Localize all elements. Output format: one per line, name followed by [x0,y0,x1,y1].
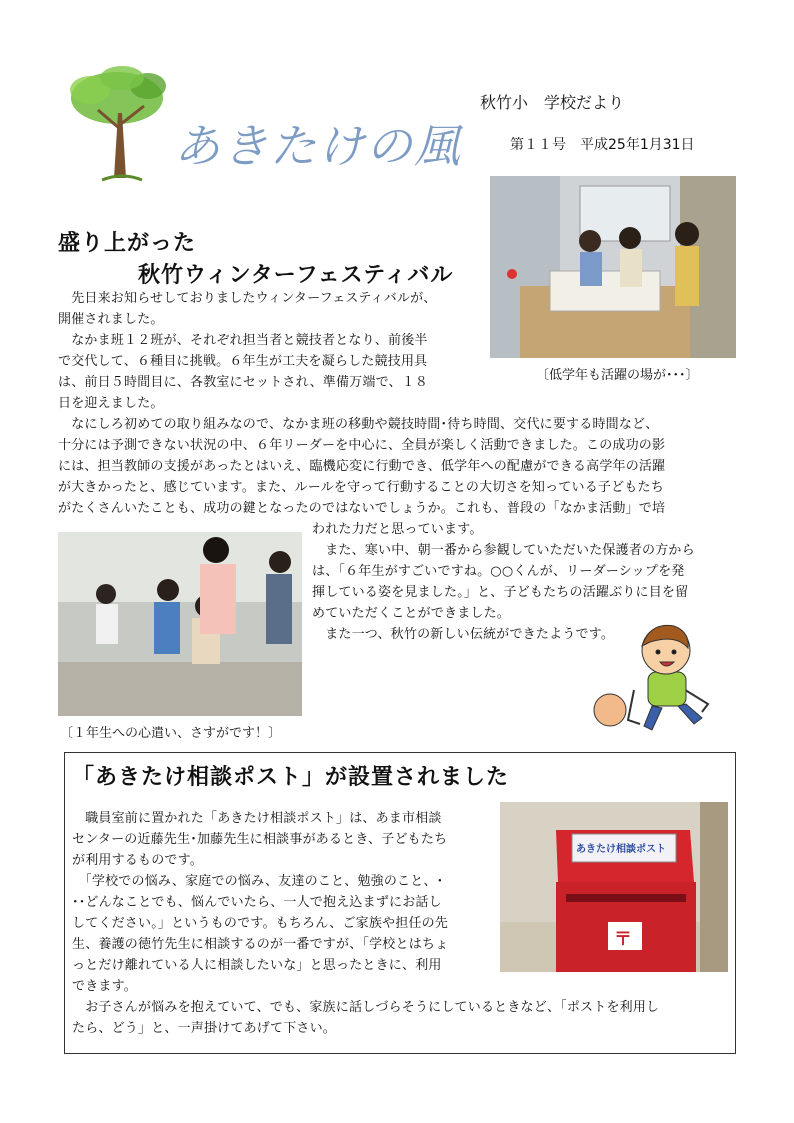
article1-para3-line6: われた力だと思っています。 [312,522,483,537]
running-boy-illustration [590,620,730,740]
article2-title: 「あきたけ相談ポスト」が設置されました [72,765,510,790]
masthead-logo [62,58,462,190]
article2-line4: 「学校での悩み、家庭での悩み、友達のこと、勉強のこと、･ [72,874,444,889]
article1-para5-line1: また一つ、秋竹の新しい伝統ができたようです。 [312,627,615,642]
article1-para4-line2: は、「６年生がすごいですね。○○くんが、リーダーシップを発 [312,564,685,579]
issue-info: 第１１号 平成25年1月31日 [510,137,695,153]
photo-festival-caption: 〔低学年も活躍の場が･･･〕 [536,368,699,383]
article2-line3: が利用するものです。 [72,853,203,868]
article1-para4-line4: めていただくことができました。 [312,606,511,621]
photo-consultation-post [500,802,728,972]
article2-line7: 生、養護の徳竹先生に相談するのが一番ですが、「学校とはちょ [72,937,449,952]
article2-line6: してください。」というものです。もちろん、ご家族や担任の先 [72,916,449,931]
article1-title-line2: 秋竹ウィンターフェスティバル [138,263,454,288]
article1-para2-line4: 日を迎えました。 [58,396,164,411]
article1-para4-line3: 揮している姿を見ました。」と、子どもたちの活躍ぶりに目を留 [312,585,689,600]
article2-line1: 職員室前に置かれた「あきたけ相談ポスト」は、あま市相談 [72,811,442,826]
article1-para2-line1: なかま班１２班が、それぞれ担当者と競技者となり、前後半 [58,333,428,348]
article2-line2: センターの近藤先生･加藤先生に相談事があるとき、子どもたち [72,832,448,847]
article1-para3-line1: なにしろ初めての取り組みなので、なかま班の移動や競技時間･待ち時間、交代に要する時間など、 [58,417,659,432]
school-name: 秋竹小 学校だより [480,93,625,112]
article2-text-upper [72,808,497,997]
article2-text-lower [72,997,732,1039]
article1-para1-line1: 先日来お知らせしておりましたウィンターフェスティバルが、 [58,291,437,306]
photo-first-graders [58,532,302,716]
article1-para2-line2: で交代して、６種目に挑戦。６年生が工夫を凝らした競技用具 [58,354,428,369]
article1-para3-line4: が大きかったと、感じています。また、ルールを守って行動することの大切さを知っている子どもたち [58,480,664,495]
logo-title: あきたけの風 [174,119,462,173]
post-mark-icon: 〒 [614,929,632,950]
article2-line9: できます。 [72,979,137,994]
photo-first-graders-caption: 〔１年生への心遣い、さすがです！〕 [60,726,282,741]
article1-para2-line3: は、前日５時間目に、各教室にセットされ、準備万端で、１８ [58,375,429,390]
article1-text-upper [58,288,488,414]
article1-para4-line1: また、寒い中、朝一番から参観していただいた保護者の方から [312,543,695,558]
article2-line5: ･･どんなことでも、悩んでいたら、一人で抱え込まずにお話し [72,895,442,910]
post-label-text: あきたけ相談ポスト [576,844,666,855]
article1-text-full [58,414,748,519]
article1-para3-line3: には、担当教師の支援があったとはいえ、臨機応変に行動でき、低学年への配慮ができる高学年の活躍 [58,459,666,474]
article2-line11: たら、どう」と、一声掛けてあげて下さい。 [72,1021,337,1036]
article2-line10: お子さんが悩みを抱えていて、でも、家族に話しづらそうにしているときなど、「ポストを利用し [72,1000,660,1015]
article1-para3-line5: がたくさんいたことも、成功の鍵となったのではないでしょうか。これも、普段の「なかま活動」で培 [58,501,666,516]
article2-line8: っとだけ離れている人に相談したいな」と思ったときに、利用 [72,958,442,973]
article1-title-line1: 盛り上がった [58,231,197,256]
article1-para1-line2: 開催されました。 [58,312,164,327]
article1-para3-line2: 十分には予測できない状況の中、６年リーダーを中心に、全員が楽しく活動できました。この成功の影 [58,438,666,453]
photo-festival-booth [490,176,736,358]
